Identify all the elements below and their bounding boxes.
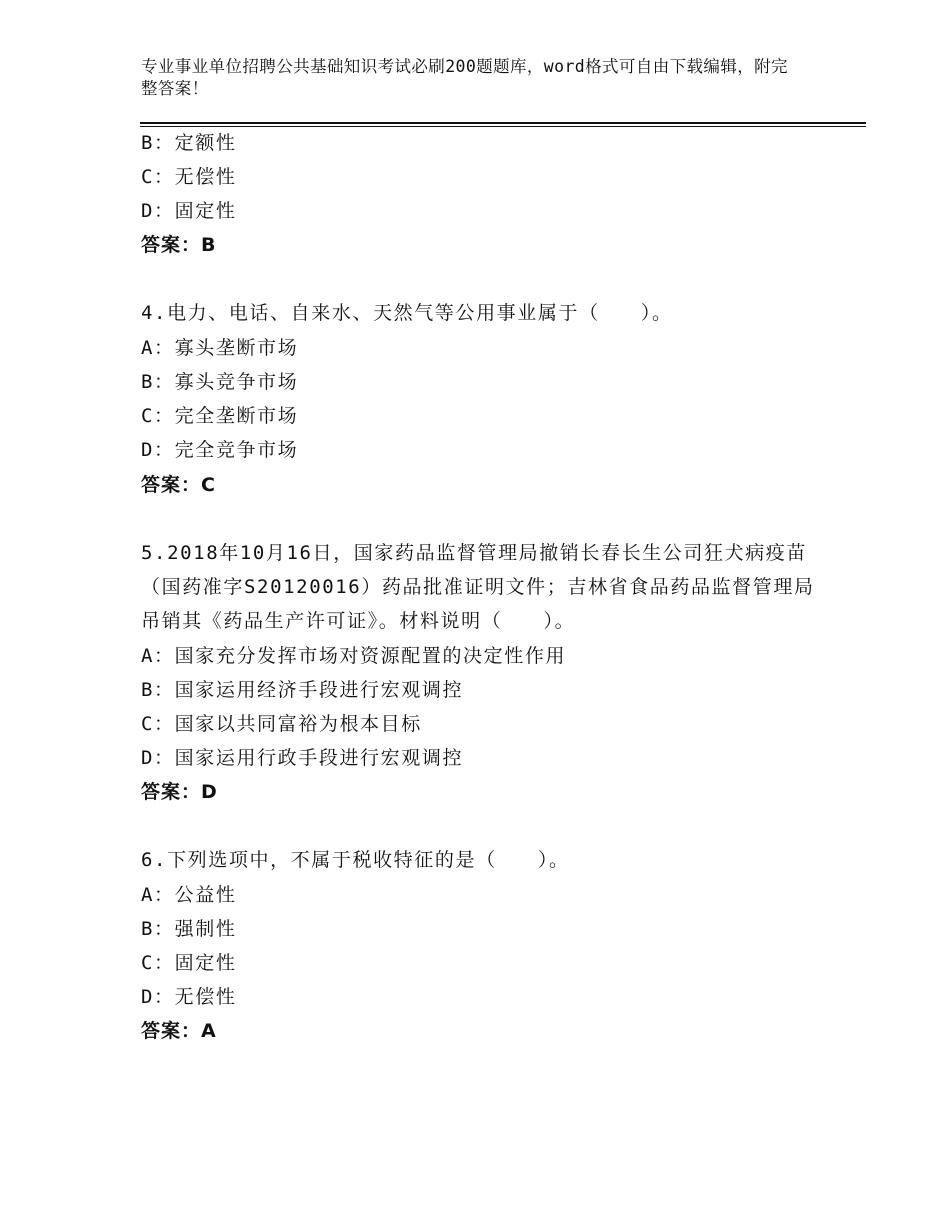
q4-option-c: C：完全垄断市场	[141, 405, 299, 427]
q5-option-a: A：国家充分发挥市场对资源配置的决定性作用	[141, 645, 567, 667]
q6-option-b: B：强制性	[141, 918, 237, 940]
q3-answer: 答案：B	[141, 234, 217, 256]
q6-answer: 答案：A	[141, 1020, 217, 1042]
q4-option-b: B：寡头竞争市场	[141, 371, 299, 393]
q3-option-d: D：固定性	[141, 200, 237, 222]
q5-option-c: C：国家以共同富裕为根本目标	[141, 713, 422, 735]
q6-option-a: A：公益性	[141, 884, 237, 906]
q4-option-a: A：寡头垄断市场	[141, 337, 299, 359]
q5-answer: 答案：D	[141, 781, 218, 803]
q4-stem: 4.电力、电话、自来水、天然气等公用事业属于（ ）。	[141, 302, 673, 324]
q6-option-d: D：无偿性	[141, 986, 237, 1008]
q5-option-d: D：国家运用行政手段进行宏观调控	[141, 747, 464, 769]
header-divider-thin	[140, 126, 866, 127]
q6-stem: 6.下列选项中，不属于税收特征的是（ ）。	[141, 849, 570, 871]
q3-option-c: C：无偿性	[141, 166, 237, 188]
q3-option-b: B：定额性	[141, 132, 237, 154]
q6-option-c: C：固定性	[141, 952, 237, 974]
page-header: 专业事业单位招聘公共基础知识考试必刷200题题库，word格式可自由下载编辑，附完整答案！	[141, 57, 788, 98]
q4-answer: 答案：C	[141, 474, 216, 496]
header-divider-thick	[140, 122, 866, 124]
q5-stem: 5.2018年10月16日，国家药品监督管理局撤销长春长生公司狂犬病疫苗（国药准字S20120016）药品批准证明文件；吉林省食品药品监督管理局吊销其《药品生产许可证》。材料说明（ ）。	[141, 542, 815, 632]
q5-option-b: B：国家运用经济手段进行宏观调控	[141, 679, 464, 701]
q4-option-d: D：完全竞争市场	[141, 439, 299, 461]
